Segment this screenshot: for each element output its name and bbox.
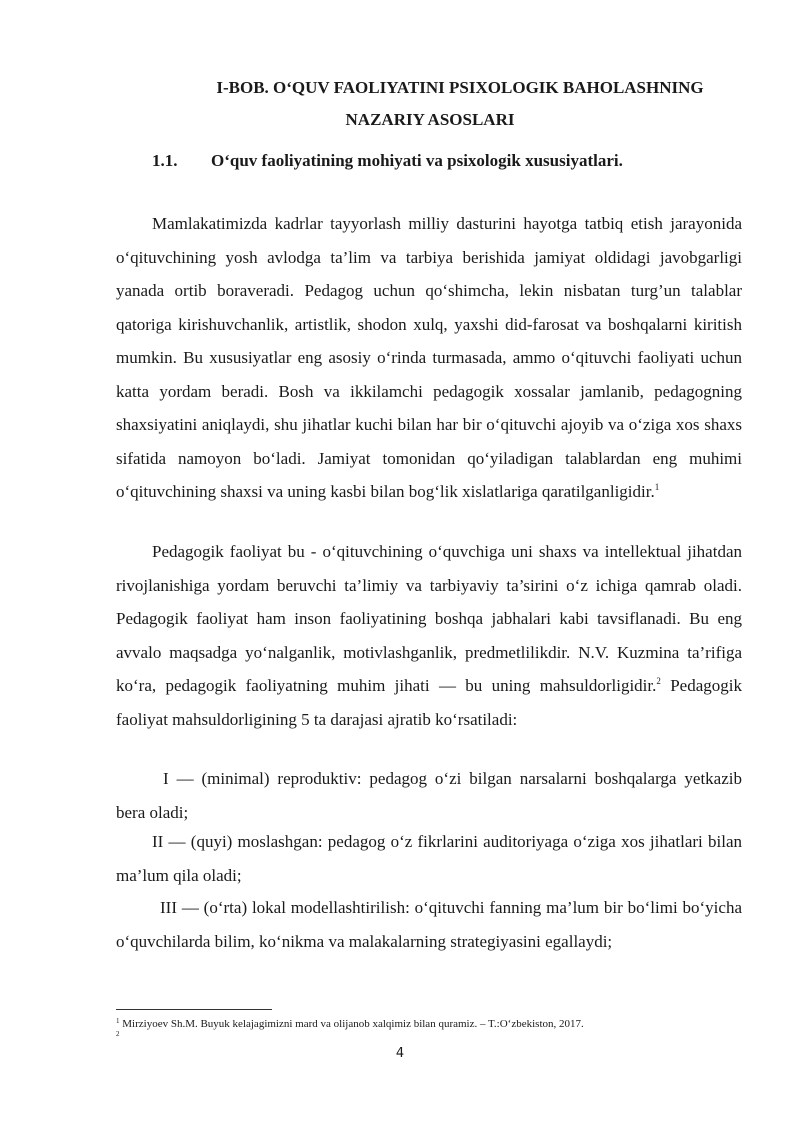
paragraph-2 xyxy=(116,535,742,736)
footnote-ref-1: 1 xyxy=(654,482,660,492)
level-item-1-text: I — (minimal) reproduktiv: pedagog o‘zi bilgan narsalarni boshqalarga yetkazib bera oladi; xyxy=(116,769,742,822)
section-heading xyxy=(152,146,623,176)
paragraph-2-text-b: Pedagogik faoliyat mahsuldorligining 5 ta darajasi ajratib ko‘rsatiladi: xyxy=(116,676,742,729)
footnote-2 xyxy=(116,1031,756,1045)
level-item-2-text: II — (quyi) moslashgan: pedagog o‘z fikrlarini auditoriyaga o‘ziga xos jihatlari bilan ma’lum qila oladi; xyxy=(116,832,742,885)
chapter-title-line-1: I-BOB. O‘QUV FAOLIYATINI PSIXOLOGIK BAHOLASHNING xyxy=(216,78,704,97)
level-item-2 xyxy=(116,825,742,892)
chapter-title-line-2: NAZARIY ASOSLARI xyxy=(345,110,515,129)
level-item-3 xyxy=(116,891,742,958)
paragraph-1-text: Mamlakatimizda kadrlar tayyorlash milliy dasturini hayotga tatbiq etish jarayonida o‘qituvchining yosh avlodga ta’lim va tarbiya berishida jamiyat oldidagi javobgarligi yanada ortib boraveradi. Pedagog uchun qo‘shimcha, lekin nisbatan turg’un talablar qatoriga kirishuvchanlik, artistlik, shodon xulq, yaxshi did-farosat va boshqalarni kiritish mumkin. Bu xususiyatlar eng asosiy o‘rinda turmasada, ammo o‘qituvchi faoliyati uchun katta yordam beradi. Bosh va ikkilamchi pedagogik xossalar jamlanib, pedagogning shaxsiyatini aniqlaydi, shu jihatlar kuchi bilan har bir o‘qituvchi ajoyib va o‘ziga xos shaxs sifatida namoyon bo‘ladi. Jamiyat tomonidan qo‘yiladigan talablardan eng muhimi o‘qituvchining shaxsi va uning kasbi bilan bog‘lik xislatlariga qaratilganligidir. xyxy=(116,214,742,501)
level-item-1 xyxy=(116,762,742,829)
page-number: 4 xyxy=(395,1046,405,1061)
footnote-1 xyxy=(116,1017,756,1031)
footnote-2-mark: 2 xyxy=(116,1030,120,1038)
paragraph-2-text-a: Pedagogik faoliyat bu - o‘qituvchining o‘quvchiga uni shaxs va intellektual jihatdan rivojlanishiga yordam beruvchi ta’limiy va tarbiyaviy ta’sirini o‘z ichiga qamrab oladi. Pedagogik faoliyat ham inson faoliyatining boshqa jabhalari kabi tavsiflanadi. Bu eng avvalo maqsadga yo‘nalganlik, motivlashganlik, predmetlilikdir. N.V. Kuzmina ta’rifiga ko‘ra, pedagogik faoliyatning muhim jihati — bu uning mahsuldorligidir. xyxy=(116,542,742,695)
section-title: O‘quv faoliyatining mohiyati va psixologik xususiyatlari. xyxy=(211,151,623,170)
footnote-separator xyxy=(116,1009,272,1010)
footnote-ref-2: 2 xyxy=(656,676,661,686)
paragraph-1 xyxy=(116,207,742,509)
footnote-1-mark: 1 xyxy=(116,1017,120,1025)
footnote-1-text: Mirziyoev Sh.M. Buyuk kelajagimizni mard va olijanob xalqimiz bilan quramiz. – T.:O‘zbekiston, 2017. xyxy=(119,1018,584,1030)
level-item-3-text: III — (o‘rta) lokal modellashtirilish: o‘qituvchi fanning ma’lum bir bo‘limi bo‘yicha o‘quvchilarda bilim, ko‘nikma va malakalarning strategiyasini egallaydi; xyxy=(116,898,742,951)
section-number: 1.1. xyxy=(152,151,178,170)
